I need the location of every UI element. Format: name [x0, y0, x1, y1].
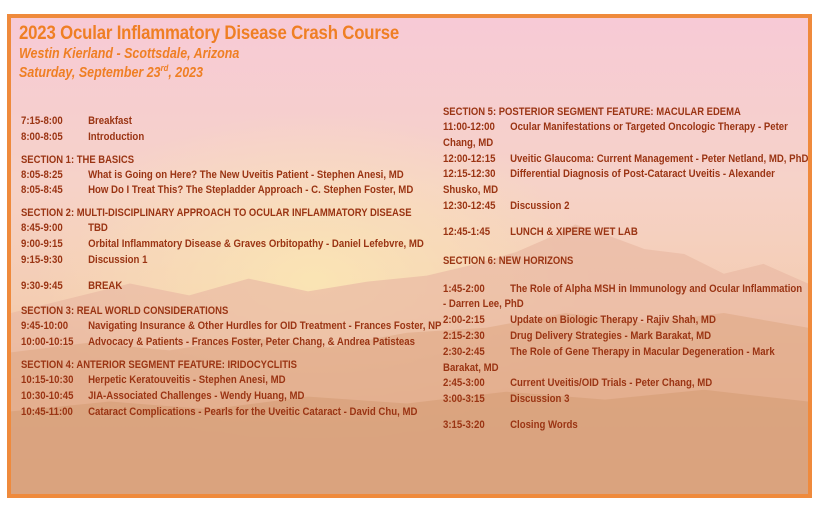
header — [19, 22, 461, 81]
schedule-row: 8:05-8:25 What is Going on Here? The New Uveitis Patient - Stephen Anesi, MD — [21, 168, 404, 181]
schedule-row: 2:15-2:30 Drug Delivery Strategies - Mark Barakat, MD — [443, 329, 712, 342]
schedule-row: 9:00-9:15 Orbital Inflammatory Disease & Graves Orbitopathy - Daniel Lefebvre, MD — [21, 237, 424, 250]
schedule-left-column — [21, 114, 442, 420]
schedule-row: 2:00-2:15 Update on Biologic Therapy - Rajiv Shah, MD — [443, 314, 716, 327]
schedule-row: 2:30-2:45 The Role of Gene Therapy in Macular Degeneration - Mark Barakat, MD — [443, 345, 775, 374]
section-3-title: SECTION 3: REAL WORLD CONSIDERATIONS — [21, 305, 229, 318]
schedule-row: 3:00-3:15 Discussion 3 — [443, 393, 570, 406]
schedule-row: 12:00-12:15 Uveitic Glaucoma: Current Management - Peter Netland, MD, PhD — [443, 152, 809, 165]
schedule-row: 10:00-10:15 Advocacy & Patients - Frances Foster, Peter Chang, & Andrea Patisteas — [21, 336, 415, 349]
section-2-title: SECTION 2: MULTI-DISCIPLINARY APPROACH TO OCULAR INFLAMMATORY DISEASE — [21, 207, 412, 220]
venue-line: Westin Kierland - Scottsdale, Arizona — [19, 46, 240, 62]
section-1-title: SECTION 1: THE BASICS — [21, 153, 135, 166]
section-6-title: SECTION 6: NEW HORIZONS — [443, 254, 574, 267]
schedule-row: 7:15-8:00 Breakfast — [21, 115, 132, 127]
schedule-row: 9:45-10:00 Navigating Insurance & Other Hurdles for OID Treatment - Frances Foster, NP — [21, 320, 442, 333]
section-5-title: SECTION 5: POSTERIOR SEGMENT FEATURE: MACULAR EDEMA — [443, 106, 741, 118]
schedule-row: 10:45-11:00 Cataract Complications - Pearls for the Uveitic Cataract - David Chu, MD — [21, 405, 418, 418]
schedule-row: 12:15-12:30 Differential Diagnosis of Post-Cataract Uveitis - Alexander Shusko, MD — [443, 168, 775, 197]
section-4-title: SECTION 4: ANTERIOR SEGMENT FEATURE: IRIDOCYCLITIS — [21, 358, 297, 371]
schedule-row: 8:45-9:00 TBD — [21, 222, 108, 235]
schedule-row: 10:15-10:30 Herpetic Keratouveitis - Stephen Anesi, MD — [21, 373, 286, 386]
schedule-row: 8:05-8:45 How Do I Treat This? The Stepladder Approach - C. Stephen Foster, MD — [21, 184, 414, 197]
schedule-row: 12:30-12:45 Discussion 2 — [443, 199, 570, 212]
agenda-card — [7, 14, 812, 498]
schedule-row: 8:00-8:05 Introduction — [21, 130, 145, 143]
schedule-row: 9:15-9:30 Discussion 1 — [21, 253, 148, 266]
schedule-row: 11:00-12:00 Ocular Manifestations or Targeted Oncologic Therapy - Peter Chang, MD — [443, 121, 788, 149]
schedule-right-column — [443, 105, 809, 434]
closing-row: 3:15-3:20 Closing Words — [443, 418, 578, 431]
page-title: 2023 Ocular Inflammatory Disease Crash Course — [19, 22, 400, 44]
schedule-row: 1:45-2:00 The Role of Alpha MSH in Immunology and Ocular Inflammation - Darren Lee, PhD — [443, 282, 803, 311]
schedule-row: 10:30-10:45 JIA-Associated Challenges - Wendy Huang, MD — [21, 389, 305, 402]
lunch-row: 12:45-1:45 LUNCH & XIPERE WET LAB — [443, 225, 638, 238]
date-ordinal: rd — [160, 63, 169, 73]
break-row: 9:30-9:45 BREAK — [21, 279, 123, 292]
schedule-row: 2:45-3:00 Current Uveitis/OID Trials - Peter Chang, MD — [443, 377, 713, 390]
date-line: Saturday, September 23rd, 2023 — [19, 63, 204, 81]
